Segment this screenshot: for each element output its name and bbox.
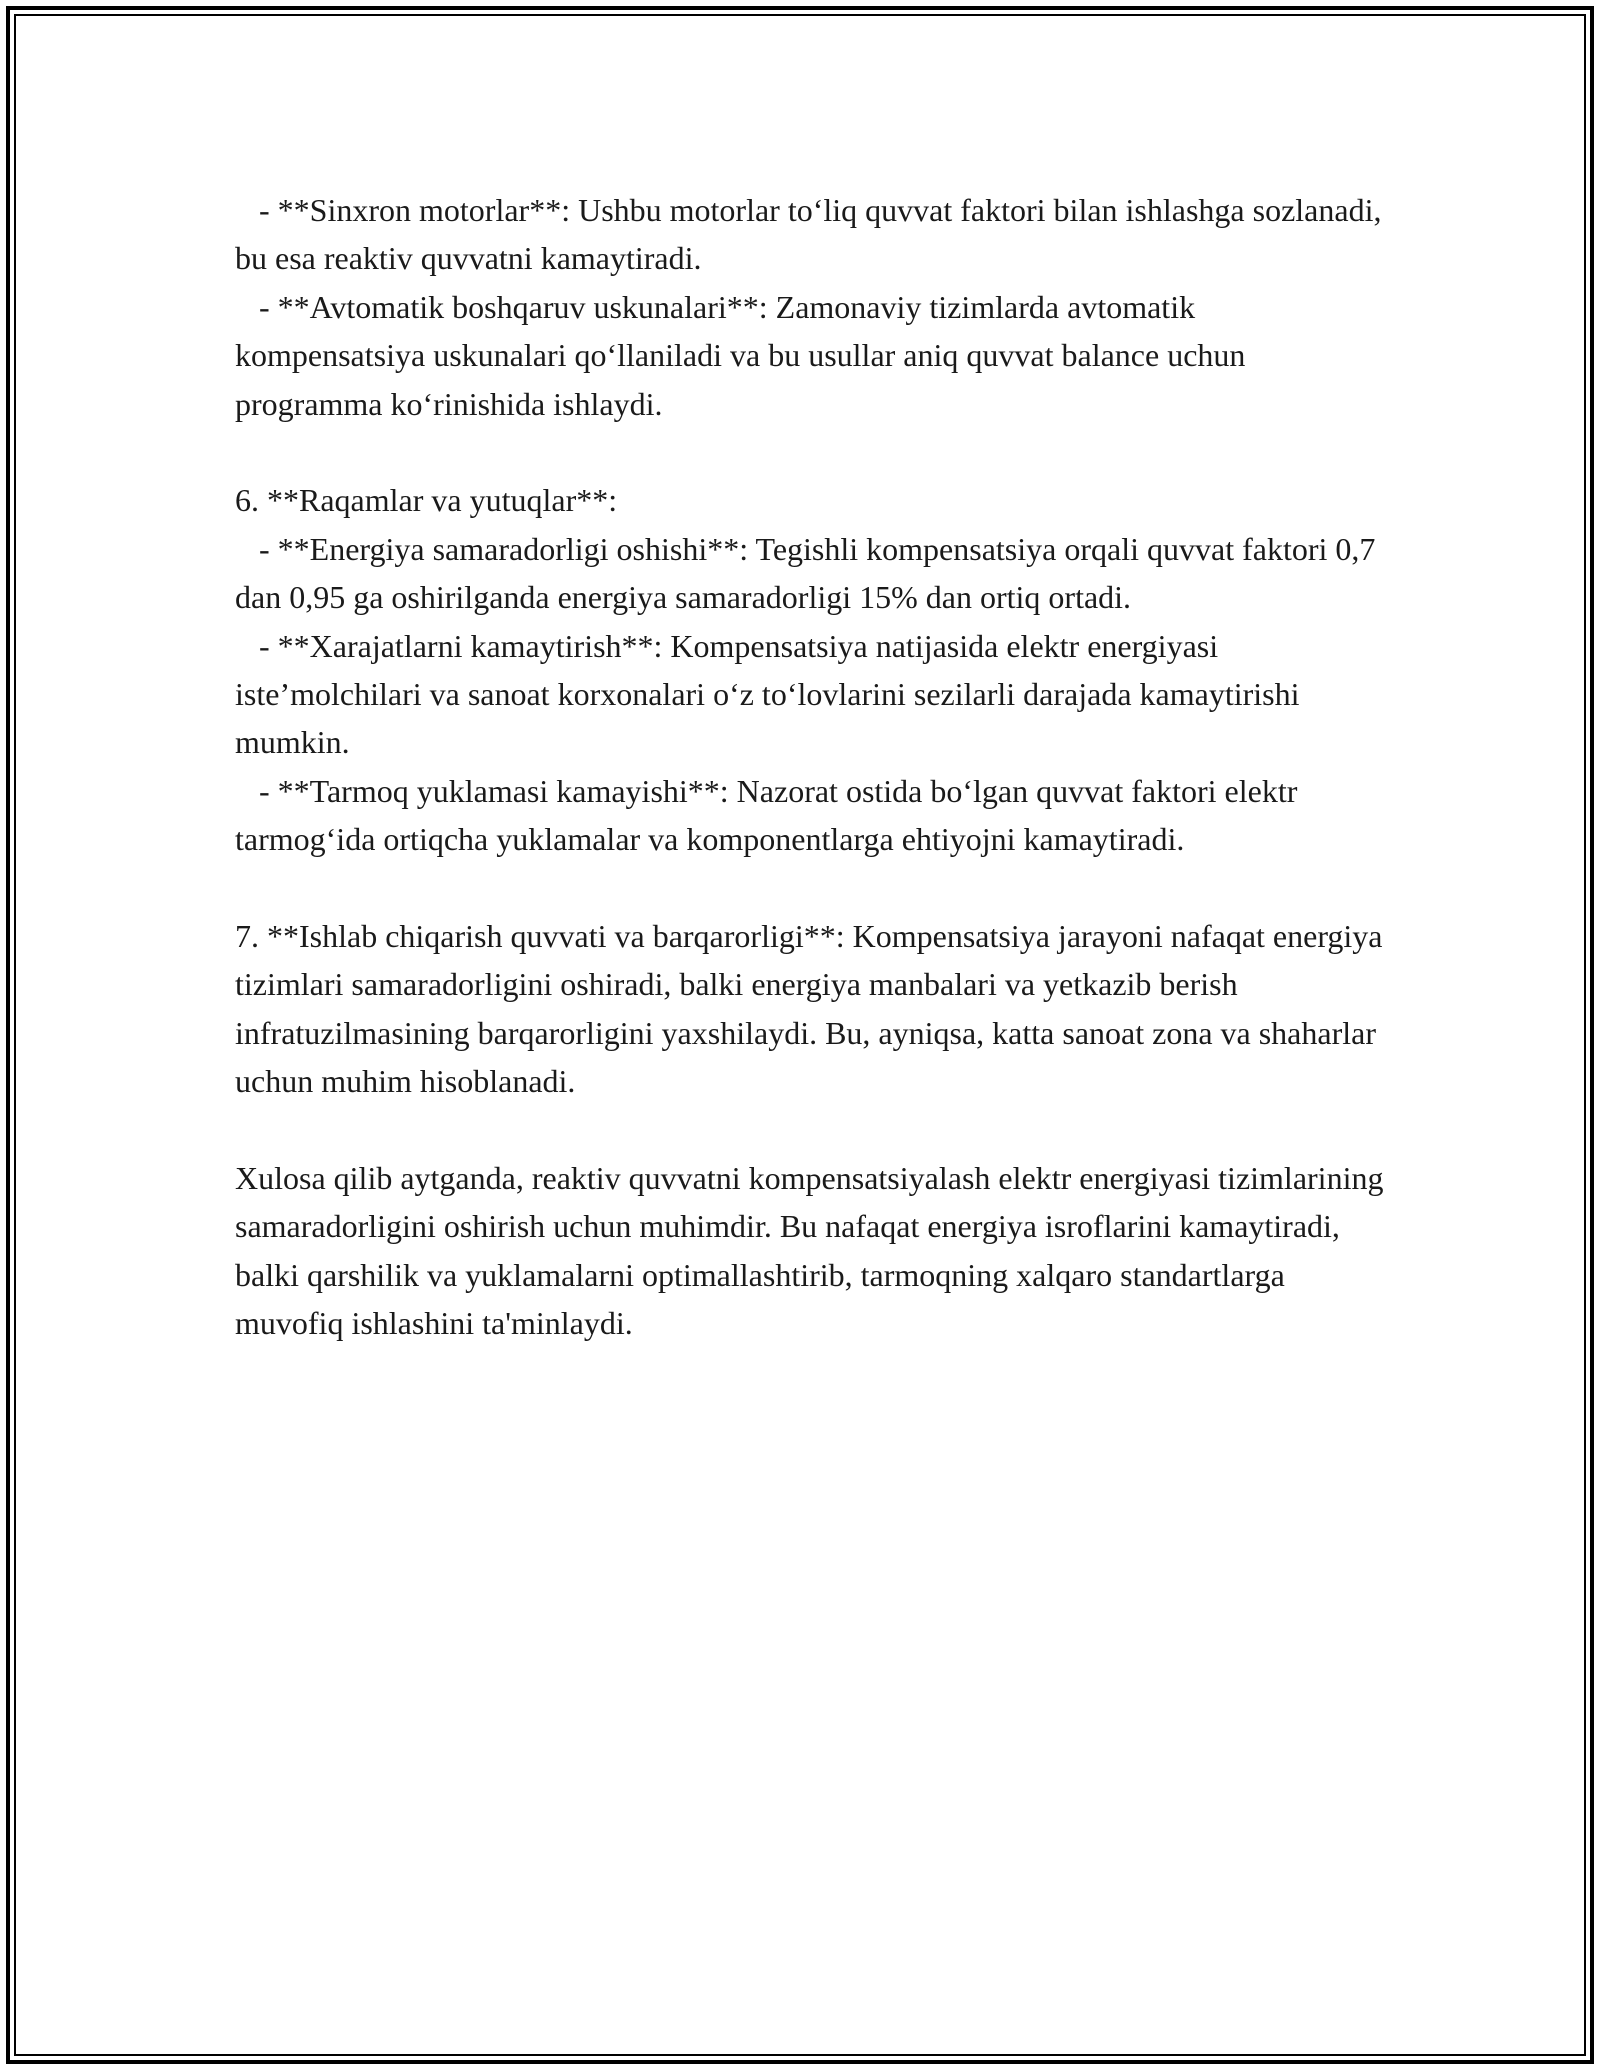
section-7-paragraph: 7. **Ishlab chiqarish quvvati va barqarorligi**: Kompensatsiya jarayoni nafaqat energiya tizimlari samaradorligini oshiradi, balki energiya manbalari va yetkazib berish infratuzilmasining barqarorligini yaxshilaydi. Bu, ayniqsa, katta sanoat zona va shaharlar uchun muhim hisoblanadi. <box>235 918 1391 1100</box>
list-item-energiya-samaradorligi: - **Energiya samaradorligi oshishi**: Tegishli kompensatsiya orqali quvvat faktori 0,7 dan 0,95 ga oshirilganda energiya samaradorligi 15% dan ortiq ortadi. <box>235 530 1384 616</box>
paragraph-spacer <box>235 428 1385 476</box>
list-item-xarajatlarni-kamaytirish: - **Xarajatlarni kamaytirish**: Kompensatsiya natijasida elektr energiyasi iste’molchilari va sanoat korxonalari o‘z to‘lovlarini sezilarli darajada kamaytirishi mumkin. <box>235 627 1308 761</box>
paragraph-spacer <box>235 864 1385 912</box>
section-6-heading: 6. **Raqamlar va yutuqlar**: <box>235 482 618 519</box>
document-body <box>235 186 1392 1348</box>
list-item-avtomatik-boshqaruv: - **Avtomatik boshqaruv uskunalari**: Zamonaviy tizimlarda avtomatik kompensatsiya uskunalari qo‘llaniladi va bu usullar aniq quvvat balance uchun programma ko‘rinishida ishlaydi. <box>235 288 1254 422</box>
paragraph-spacer <box>235 1106 1385 1154</box>
list-item-tarmoq-yuklamasi: - **Tarmoq yuklamasi kamayishi**: Nazorat ostida bo‘lgan quvvat faktori elektr tarmog‘ida ortiqcha yuklamalar va komponentlarga ehtiyojni kamaytiradi. <box>235 772 1306 858</box>
conclusion-paragraph: Xulosa qilib aytganda, reaktiv quvvatni kompensatsiyalash elektr energiyasi tizimlarining samaradorligini oshirish uchun muhimdir. Bu nafaqat energiya isroflarini kamaytiradi, balki qarshilik va yuklamalarni optimallashtirib, tarmoqning xalqaro standartlarga muvofiq ishlashini ta'minlaydi. <box>235 1160 1392 1342</box>
list-item-sinxron-motorlar: - **Sinxron motorlar**: Ushbu motorlar to‘liq quvvat faktori bilan ishlashga sozlanadi, bu esa reaktiv quvvatni kamaytiradi. <box>235 192 1390 277</box>
